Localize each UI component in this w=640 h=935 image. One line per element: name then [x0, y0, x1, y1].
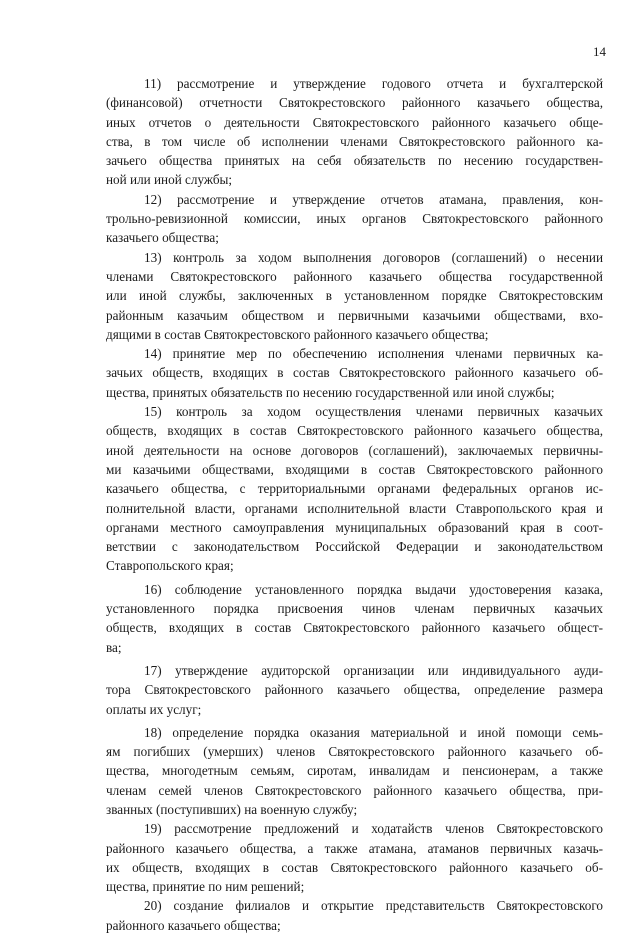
paragraph-line: иных отчетов о деятельности Святокрестовского районного казачьего обще- — [106, 114, 603, 130]
paragraph-line: щества, принятие по ним решений; — [106, 879, 305, 895]
paragraph-line: тора Святокрестовского районного казачьего общества, определение размера — [106, 682, 603, 698]
document-body — [106, 74, 603, 935]
paragraph-line: 11) рассмотрение и утверждение годового отчета и бухгалтерской — [144, 76, 603, 91]
paragraph-line: обществ, входящих в состав Святокрестовского районного казачьего общест- — [106, 620, 603, 636]
page-number: 14 — [593, 44, 606, 59]
paragraph-line: членами Святокрестовского районного казачьего общества государственной — [106, 268, 603, 284]
paragraph-line: щества, многодетным семьям, сиротам, инвалидам и пенсионерам, а также — [106, 763, 603, 779]
paragraph-line: их обществ, входящих в состав Святокрестовского районного казачьего об- — [106, 859, 603, 875]
paragraph-line: районного казачьего общества; — [106, 917, 281, 933]
paragraph-line: щества, принятых обязательств по несению государственной или иной службы; — [106, 384, 555, 400]
paragraph-line: 20) создание филиалов и открытие представительств Святокрестовского — [144, 898, 603, 914]
paragraph-item-12 — [106, 190, 603, 248]
paragraph-line: ми казачьими обществами, входящими в состав Святокрестовского районного — [106, 461, 603, 477]
paragraph-line: ва; — [106, 639, 122, 655]
paragraph-line: 14) принятие мер по обеспечению исполнения членами первичных ка- — [144, 346, 603, 362]
paragraph-line: 19) рассмотрение предложений и ходатайств членов Святокрестовского — [144, 821, 603, 837]
paragraph-item-16 — [106, 580, 603, 657]
paragraph-item-13 — [106, 248, 603, 344]
paragraph-line: органами местного самоуправления муниципальных образований края в соот- — [106, 519, 603, 535]
paragraph-line: ям погибших (умерших) членов Святокрестовского районного казачьего об- — [106, 744, 603, 760]
paragraph-line: казачьего общества, с территориальными органами федеральных органов ис- — [106, 481, 603, 497]
paragraph-line: 17) утверждение аудиторской организации или индивидуального ауди- — [144, 662, 603, 678]
paragraph-line: 12) рассмотрение и утверждение отчетов атамана, правления, кон- — [144, 191, 603, 207]
paragraph-line: полнительной власти, органами исполнительной власти Ставропольского края и — [106, 500, 603, 516]
paragraph-item-14 — [106, 344, 603, 402]
paragraph-item-18 — [106, 723, 603, 819]
paragraph-line: ветствии с законодательством Российской Федерации и законодательством — [106, 539, 603, 555]
paragraph-line: 16) соблюдение установленного порядка выдачи удостоверения казака, — [144, 581, 603, 597]
paragraph-line: зачьих обществ, входящих в состав Святокрестовского районного казачьего об- — [106, 365, 603, 381]
paragraph-item-20 — [106, 896, 603, 935]
paragraph-line: оплаты их услуг; — [106, 701, 202, 717]
paragraph-line: иной деятельности на основе договоров (соглашений), заключаемых первичны- — [106, 442, 603, 458]
paragraph-line: дящими в состав Святокрестовского районного казачьего общества; — [106, 326, 489, 342]
paragraph-line: 15) контроль за ходом осуществления членами первичных казачьих — [144, 404, 603, 420]
paragraph-line: ной или иной службы; — [106, 172, 233, 188]
paragraph-line: (финансовой) отчетности Святокрестовского районного казачьего общества, — [106, 95, 603, 111]
paragraph-item-15 — [106, 402, 603, 576]
paragraph-line: членам семей членов Святокрестовского районного казачьего общества, при- — [106, 782, 603, 798]
paragraph-line: трольно-ревизионной комиссии, иных органов Святокрестовского районного — [106, 211, 603, 227]
paragraph-line: ства, в том числе об исполнении членами Святокрестовского районного ка- — [106, 133, 603, 149]
paragraph-line: районным казачьим обществом и первичными казачьими обществами, вхо- — [106, 307, 603, 323]
paragraph-line: обществ, входящих в состав Святокрестовского районного казачьего общества, — [106, 423, 603, 439]
paragraph-line: казачьего общества; — [106, 230, 219, 246]
paragraph-line: или иной службы, заключенных в установленном порядке Святокрестовским — [106, 288, 603, 304]
paragraph-line: Ставропольского края; — [106, 558, 234, 574]
paragraph-item-11 — [106, 74, 603, 190]
paragraph-item-17 — [106, 661, 603, 719]
paragraph-item-19 — [106, 819, 603, 896]
paragraph-line: 18) определение порядка оказания материальной и иной помощи семь- — [144, 724, 603, 740]
paragraph-line: 13) контроль за ходом выполнения договоров (соглашений) о несении — [144, 249, 603, 265]
paragraph-line: званных (поступивших) на военную службу; — [106, 801, 358, 817]
paragraph-line: установленного порядка присвоения чинов членам первичных казачьих — [106, 601, 603, 617]
paragraph-line: зачьего общества принятых на себя обязательств по несению государствен- — [106, 153, 603, 169]
paragraph-line: районного казачьего общества, а также атамана, атаманов первичных казачь- — [106, 840, 603, 856]
